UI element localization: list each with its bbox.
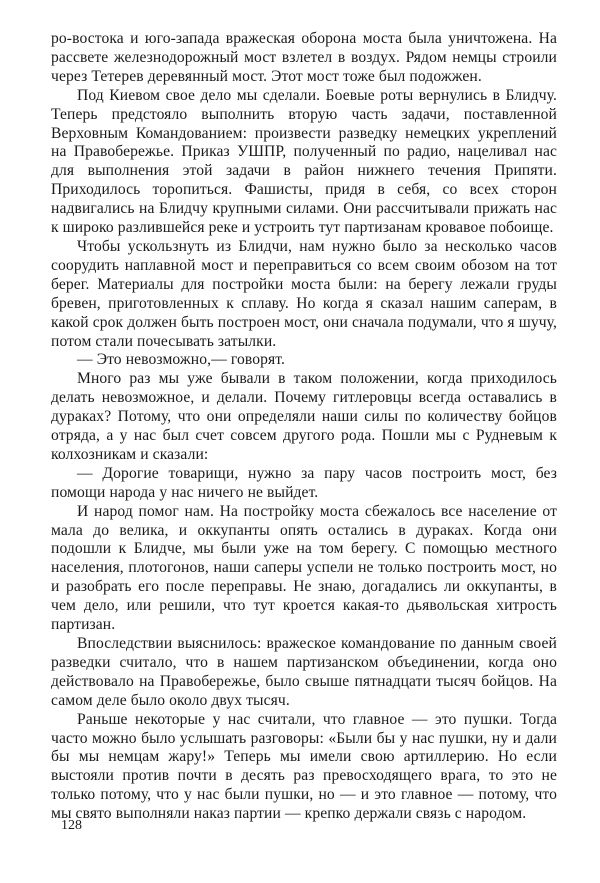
page-number: 128 (61, 818, 82, 833)
paragraph-2: Под Киевом свое дело мы сделали. Боевые роты вернулись в Блидчу. Теперь предстояло выполнить вторую часть задачи, поставленной Верховным Командованием: произвести разведку немецких укреплений на Правобережье. Приказ УШПР, полученный по радио, нацеливал нас для выполнения этой задачи в район нижнего течения Припяти. Приходилось торопиться. Фашисты, придя в себя, со всех сторон надвигались на Блидчу крупными силами. Они рассчитывали прижать нас к широко разлившейся реке и устроить тут партизанам кровавое побоище. (51, 86, 557, 237)
paragraph-8: Впоследствии выяснилось: вражеское командование по данным своей разведки считало, что в нашем партизанском объединении, когда оно действовало на Правобережье, было свыше пятнадцати тысяч бойцов. На самом деле было около двух тысяч. (51, 635, 557, 709)
paragraph-1: ро-востока и юго-запада вражеская оборона моста была уничтожена. На рассвете железнодорожный мост взлетел в воздух. Рядом немцы строили через Тетерев деревянный мост. Этот мост тоже был подожжен. (51, 30, 557, 85)
paragraph-5: Много раз мы уже бывали в таком положении, когда приходилось делать невозможное, и делали. Почему гитлеровцы всегда оставались в дураках? Потому, что они определяли наши силы по количеству бойцов отряда, а у нас был счет совсем другого рода. Пошли мы с Рудневым к колхозникам и сказали: (51, 370, 557, 463)
paragraph-7: И народ помог нам. На постройку моста сбежалось все население от мала до велика, и оккупанты опять остались в дураках. Когда они подошли к Блидче, мы были уже на том берегу. С помощью местного населения, плотогонов, наши саперы успели не только построить мост, но и разобрать его после переправы. Не знаю, догадались ли оккупанты, в чем дело, или решили, что тут кроется какая-то дьявольская хитрость партизан. (51, 502, 557, 634)
body-text (51, 30, 557, 824)
book-page (51, 30, 557, 870)
paragraph-4: — Это невозможно,— говорят. (77, 351, 285, 369)
paragraph-6: — Дорогие товарищи, нужно за пару часов построить мост, без помощи народа у нас ничего не выйдет. (51, 464, 557, 501)
paragraph-9: Раньше некоторые у нас считали, что главное — это пушки. Тогда часто можно было услышать разговоры: «Были бы у нас пушки, ну и дали бы мы немцам жару!» Теперь мы имели свою артиллерию. Но если выстояли против почти в десять раз превосходящего врага, то это не только потому, что у нас были пушки, но — и это главное — потому, что мы свято выполняли наказ партии — крепко держали связь с народом. (51, 710, 557, 823)
paragraph-3: Чтобы ускользнуть из Блидчи, нам нужно было за несколько часов соорудить наплавной мост и переправиться со всем своим обозом на тот берег. Материалы для постройки моста были: на берегу лежали груды бревен, приготовленных к сплаву. Но когда я сказал нашим саперам, в какой срок должен быть построен мост, они сначала подумали, что я шучу, потом стали почесывать затылки. (51, 237, 557, 350)
